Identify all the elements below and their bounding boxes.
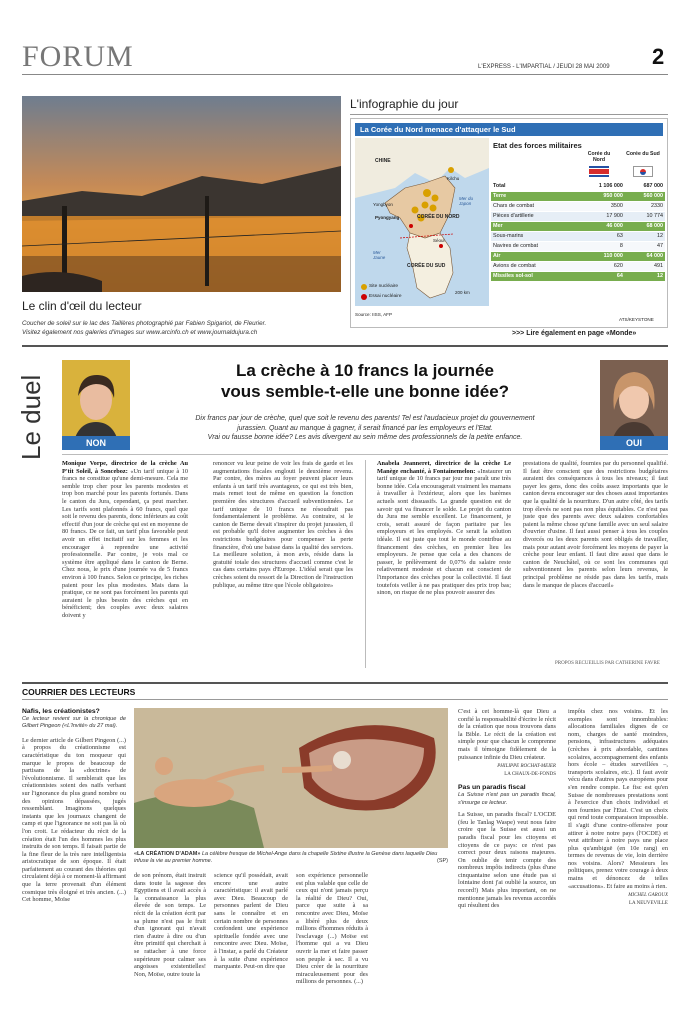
letter-col-3 bbox=[214, 872, 288, 988]
forces-title: Etat des forces militaires bbox=[493, 141, 582, 150]
forces-label: Total bbox=[491, 181, 577, 191]
col-north-korea: Corée du Nord bbox=[587, 151, 611, 163]
forces-label: Terre bbox=[491, 191, 577, 201]
forces-row bbox=[491, 261, 665, 271]
letter1-title: Nafis, les créationistes? bbox=[22, 708, 100, 715]
forces-north: 1 106 000 bbox=[577, 181, 625, 191]
duel-title-line2: vous semble-t-elle une bonne idée? bbox=[220, 382, 510, 401]
forces-south: 12 bbox=[625, 271, 665, 281]
col-south-korea: Corée du Sud bbox=[626, 151, 660, 157]
duel-credit: PROPOS RECUEILLIS PAR CATHERINE FAVRE bbox=[555, 661, 660, 666]
forces-row bbox=[491, 201, 665, 211]
forces-row bbox=[491, 251, 665, 261]
duel-title-line1: La crèche à 10 francs la journée bbox=[236, 361, 494, 380]
letter1-text-5: C'est à cet homme-là que Dieu a confié la responsabilité d'écrire le récit de la création que nous trouvons dans la Bible. Le récit de la création est simple pour que chacun le comprenne mais il témoigne fidèlement de la puissance infinie du Dieu créateur. bbox=[458, 708, 556, 761]
forces-table bbox=[491, 181, 665, 282]
infographic bbox=[350, 118, 668, 328]
map-label-seoul: Séoul bbox=[433, 238, 445, 243]
letter2-title: Pas un paradis fiscal bbox=[458, 784, 526, 792]
forces-label: Missiles sol-sol bbox=[491, 271, 577, 281]
header-rule bbox=[22, 74, 668, 75]
nuclear-site-icon bbox=[361, 284, 367, 290]
forces-south: 560 000 bbox=[625, 191, 665, 201]
photo-caption-text: La célèbre fresque de Michel-Ange dans la chapelle Sixtine illustre la Genèse dans laquelle Dieu infuse la vie au premier homme. bbox=[134, 851, 438, 864]
forces-row bbox=[491, 221, 665, 231]
duel-c2-text: renoncer vu leur peine de voir les frais de garde et les augmentations fiscales englouti le deuxième revenu. Par contre, des mères au foyer peuvent placer leurs enfants à un tarif très avantageux, ce qui est très bien, mais remet tout de même en question la fonction première des structures d'accueil subventionnées. Le tarif unique de 10 francs ne résoudrait pas fondamentalement le problème. Au contraire, si le canton de Berne devait s'inspirer du projet jurassien, il est probable qu'il doive augmenter les crèches à des restrictions budgétaires pour compenser la perte financière, d'où une baisse dans la qualité des services. La meilleure solution, à mon avis, réside dans la gratuité totale des structures d'accueil comme c'est le cas dans certains pays d'Europe. L'idéal serait que les crèches soient du ressort de la Direction de l'instruction publique, au même titre que l'école obligatoire» bbox=[213, 460, 353, 589]
flag-north-korea bbox=[589, 166, 609, 177]
forces-row bbox=[491, 271, 665, 281]
letter1-text: Le dernier article de Gilbert Pingeon (...) à propos du créationnisme est caractéristique du ton moqueur qui marque le propos de beaucoup de partisans de la «doctrine» de l'évolutionnisme. Il semblerait que les créationnistes soient des naïfs verbant sur l'ignorance du plus grand nombre ou des opinions dépassées, jugés ressemblant. Imaginons quelques instants que les journaux changent de camp et que l'ignorance ne soit pas là où l'on croit. Le rédacteur du récit de la création était l'un des hommes les plus instruits de son temps. Il faisait partie de la fine fleur de la très rare intelligentsia aristocratique de son époque. Il était parfaitement au courant des théories qui circulaient déjà à ce moment-là affirmant que la terre provenait d'un élément cosmique très éloigné et très ancien. (...) Cet homme, Moïse bbox=[22, 736, 126, 904]
letter2-sub: La Suisse n'est pas un paradis fiscal, s'insurge ce lecteur. bbox=[458, 791, 556, 806]
duel-c3-text: «Instaurer un tarif unique de 10 francs par jour me paraît une très bonne idée. Cela encouragerait vraiment les mamans à travailler à l'extérieur, alors que les barèmes actuels sont dissuasifs. La grande question est de savoir qui va financer le solde. Le projet du canton du Jura me semble excellent. Le financement, je crois, serait assuré de façon paritaire par les employeurs et les employés. Ce serait la solution idéale. Il est juste que tout le monde contribue au financement des crèches, en premier lieu les employeurs. Je pense que cela a des chances de passer, le prélèvement de 0,07% du salaire reste relativement modeste et chacun est conscient de l'importance des crèches pour la collectivité. Il faut toutefois veiller à ne pas pratiquer des prix trop bas; sinon, on risque de ne plus pouvoir assurer des bbox=[377, 467, 511, 597]
forces-row bbox=[491, 241, 665, 251]
forces-north: 110 000 bbox=[577, 251, 625, 261]
forces-south: 68 000 bbox=[625, 221, 665, 231]
section-title: FORUM bbox=[22, 40, 134, 73]
infographic-credit: ATS/KEYSTONE bbox=[619, 317, 654, 322]
forces-label: Pièces d'artillerie bbox=[491, 211, 577, 221]
forces-north: 620 bbox=[577, 261, 625, 271]
map-label-mer-japon: Mer du Japon bbox=[459, 196, 474, 206]
letter1-sign: PHILIPPE ROCHAT-MEIER bbox=[497, 764, 556, 770]
courrier-rule bbox=[22, 699, 668, 700]
dateline: L'EXPRESS - L'IMPARTIAL / JEUDI 28 MAI 2009 bbox=[478, 64, 610, 70]
badge-non: NON bbox=[62, 436, 130, 450]
forces-north: 3500 bbox=[577, 201, 625, 211]
forces-south: 64 000 bbox=[625, 251, 665, 261]
map-label-north-korea: CORÉE DU NORD bbox=[417, 214, 460, 220]
duel-lead bbox=[140, 414, 590, 443]
forces-north: 46 000 bbox=[577, 221, 625, 231]
map-label-mer-jaune: Mer Jaune bbox=[373, 250, 386, 260]
duel-lead-3: Vrai ou fausse bonne idée? Les avis divergent au sein même des professionnels de la petite enfance. bbox=[207, 434, 523, 441]
infographie-rule bbox=[350, 114, 668, 115]
duel-title bbox=[140, 360, 590, 402]
photo-caption-bold: «LA CRÉATION D'ADAM» bbox=[134, 851, 201, 857]
letter2-sign: MICHEL GAROUX bbox=[628, 893, 668, 899]
creation-adam-photo bbox=[134, 708, 448, 848]
legend-nuclear-test: Essai nucléaire bbox=[369, 294, 402, 299]
letter1-text-4: son expérience personnelle est plus valable que celle de ceux qui n'ont jamais perçu la réalité de Dieu? Oui, parce que suite à sa rencontre avec Dieu, Moïse a libéré plus de deux millions d'hommes réduits à l'esclavage (...) Moïse est l'homme qui a vu Dieu ouvrir la mer et faire passer son peuple à sec. Il a vu Dieu créer de la nourriture miraculeusement pour des millions de personnes. (...) bbox=[296, 872, 368, 986]
map-label-kilchu: Kilchu bbox=[447, 176, 460, 181]
forces-north: 64 bbox=[577, 271, 625, 281]
duel-col-3 bbox=[377, 460, 511, 668]
duel-label: Le duel bbox=[16, 374, 46, 460]
letter1-sub: Ce lecteur revient sur la chronique de Gilbert Pingeon («L'Invité» du 27 mai). bbox=[22, 715, 126, 730]
map-scale: 200 km bbox=[455, 290, 470, 295]
forces-north: 8 bbox=[577, 241, 625, 251]
letter2-text-2: impôts chez nos voisins. Et les exemples sont innombrables: allocations familiales dignes de ce nom, charges de santé moindres, pensions, infrastructures adéquates (crèches à prix abordable, cantines scolaires, accompagnement des enfants hors école – études surveillées –, transports scolaires, etc.). Il faut avoir vécu dans d'autres pays européens pour s'en rendre compte. Le fisc est qu'en Suisse de nombreuses prestations sont à l'exercice d'un choix individuel et non fournies par l'Etat. C'est un choix qui rend toute comparaison impossible. Il s'agit d'une contre-offensive pour attirer à notre notre pays (l'OCDE) et veut attribuer à notre pays une place plus qu'ambiguë (en 10e rang) en termes de revenus de vie, loin derrière nos voisins. Alors? Messieurs les politiques, prenez votre courage à deux mains et dénoncez de telles «accusations». Et faire au moins à rien. bbox=[568, 708, 668, 890]
letter-col-5 bbox=[458, 708, 556, 988]
clin-caption-2: Visitez également nos galeries d'images sur www.arcinfo.ch et www.journaldujura.ch bbox=[22, 329, 258, 336]
letter1-place: LA CHAUX-DE-FONDS bbox=[504, 771, 556, 777]
map-label-south-korea: CORÉE DU SUD bbox=[407, 263, 446, 269]
badge-oui: OUI bbox=[600, 436, 668, 450]
letter1-text-2: de son prénom, était instruit dans toute la sagesse des Egyptiens et il avait accès à la connaissance la plus élevée de son temps. Le récit de la création écrit par sa plume n'est pas le fruit d'un ignorant qui n'avait rien d'autre à dire ou d'un être primitif qui cherchait à se rattacher à une force supérieure pour calmer ses angoisses existentielles! Non, Moïse, outre toute la bbox=[134, 872, 206, 978]
forces-label: Air bbox=[491, 251, 577, 261]
letter-col-4 bbox=[296, 872, 368, 988]
forces-north: 63 bbox=[577, 231, 625, 241]
forces-row bbox=[491, 211, 665, 221]
forces-south: 491 bbox=[625, 261, 665, 271]
see-also-link[interactable]: >>> Lire également en page «Monde» bbox=[512, 330, 637, 337]
forces-row bbox=[491, 191, 665, 201]
duel-divider bbox=[62, 454, 668, 455]
letter-col-2 bbox=[134, 872, 206, 988]
forces-south: 12 bbox=[625, 231, 665, 241]
korea-map bbox=[355, 138, 489, 306]
forces-row bbox=[491, 181, 665, 191]
duel-col-2 bbox=[213, 460, 353, 668]
portrait-oui bbox=[600, 360, 668, 450]
flag-south-korea bbox=[633, 166, 653, 177]
forces-label: Mer bbox=[491, 221, 577, 231]
forces-label: Navires de combat bbox=[491, 241, 577, 251]
photo-credit: (SP) bbox=[437, 858, 448, 864]
infographic-source: Source: IISS, AFP bbox=[355, 312, 393, 317]
map-label-china: CHINE bbox=[375, 158, 391, 164]
duel-c3-head: Anabela Jeanneret, directrice de la crèche Le Manège enchanté, à Fontainemelon: bbox=[377, 460, 511, 475]
forces-south: 10 774 bbox=[625, 211, 665, 221]
courrier-top-rule bbox=[22, 682, 668, 684]
forces-south: 687 000 bbox=[625, 181, 665, 191]
forces-label: Chars de combat bbox=[491, 201, 577, 211]
forces-south: 2330 bbox=[625, 201, 665, 211]
letter2-text: La Suisse, un paradis fiscal? L'OCDE (feu le Tanlag Waspe) veut nous faire croire que la Suisse est aussi un paradis fiscal pour les citoyens et citoyens de ce pays: ce n'est pas correct pour deux raisons majeures. On oublie de tenir compte des nombreux impôts indirects (plus d'une cinquantaine selon une étude pas si lointaine dont j'ai oublié la source, un record!) Mais plus important, on ne mentionne jamais les revenus accordés qui résultent des bbox=[458, 811, 556, 910]
clin-caption: Coucher de soleil sur le lac des Taillères photographié par Fabien Spigariol, de Fleurier. bbox=[22, 320, 267, 327]
letter2-place: LA NEUVEVILLE bbox=[628, 900, 668, 906]
map-label-pyongyang: Pyongyang bbox=[375, 215, 400, 220]
duel-col-4 bbox=[523, 460, 668, 660]
legend-nuclear-site: Site nucléaire bbox=[369, 284, 399, 289]
duel-top-rule bbox=[22, 345, 668, 347]
map-label-yongbyon: Yongbyon bbox=[373, 202, 393, 207]
page-number: 2 bbox=[652, 44, 665, 69]
courrier-heading: COURRIER DES LECTEURS bbox=[22, 687, 136, 697]
infographie-heading: L'infographie du jour bbox=[350, 97, 459, 111]
photo-caption bbox=[134, 851, 448, 865]
duel-lead-2: jurassien. Quant au manque à gagner, il serait financé par les employeurs et l'Etat. bbox=[237, 424, 493, 432]
duel-c4-text: prestations de qualité, fournies par du personnel qualifié. Il faut être conscient que des restrictions budgétaires auraient des conséquences à tous les niveaux; il faut payer les gens, donc des coûts assez importants que le canton devra encourager sur des choses aussi importantes que la qualité de la nourriture. D'un autre côté, des tarifs trop élevés ne sont pas non plus équitables. Ce n'est pas juste que des parents avec deux salaires confortables paient la même chose qu'une famille avec un seul salaire d'ouvrier d'usine. Il faut aussi penser à tous les couples divorcés ou les deux parents sont obligés de travailler, mais pour autant avoir forcément les moyens de payer la crèche pour leur enfant. Il faut dire aussi que dans le canton de Neuchâtel, où ce sont les communes qui subventionnent les parents selon leurs revenus, le principal problème ne réside pas dans les tarifs, mais dans le manque de places d'accueil» bbox=[523, 460, 668, 589]
forces-label: Avions de combat bbox=[491, 261, 577, 271]
nuclear-test-icon bbox=[361, 294, 367, 300]
forces-north: 17 900 bbox=[577, 211, 625, 221]
letter-col-6 bbox=[568, 708, 668, 988]
duel-col-1 bbox=[62, 460, 188, 668]
infographic-banner: La Corée du Nord menace d'attaquer le Sud bbox=[355, 123, 663, 136]
sunset-photo bbox=[22, 96, 341, 292]
letter-col-1 bbox=[22, 708, 126, 988]
duel-lead-1: Dix francs par jour de crèche, quel que soit le revenu des parents! Tel est l'audacieux projet du gouvernement bbox=[195, 415, 535, 422]
forces-row bbox=[491, 231, 665, 241]
letter1-text-3: science qu'il possédait, avait encore une autre caractéristique: il avait parlé avec Dieu. Beaucoup de personnes parlent de Dieu sans le connaître et en certain nombre de personnes confondent une expérience spirituelle fondée avec une rencontre avec Dieu. Moïse, à l'instar, a parlé du Créateur à la suite d'une expérience marquante. Peut-on dire que bbox=[214, 872, 288, 971]
duel-c1-head: Monique Vorpe, directrice de la crèche Au P'tit Soleil, à Sonceboz: bbox=[62, 460, 188, 475]
forces-south: 47 bbox=[625, 241, 665, 251]
forces-label: Sous-marins bbox=[491, 231, 577, 241]
forces-north: 950 000 bbox=[577, 191, 625, 201]
duel-c1-text: «Un tarif unique à 10 francs ne constitue qu'une demi-mesure. Cela me semble trop cher pour les parents modestes et trop bon marché pour les parents fortunés. Dans le canton du Jura, cependant, ça peut marcher. Les tarifs sont plafonnés à 60 francs, quel que soit le revenu des parents, donc inférieurs au coût effectif d'un jour de crèche qui est en moyenne de 80 francs. De ce fait, un tarif plus favorable peut avoir un effet incitatif sur les femmes et les encourager à reprendre une activité professionnelle. Par contre, je vois mal ce système être appliqué dans le canton de Berne. Chez nous, le prix d'une journée va de 5 francs environ à 100 francs. Selon ce principe, les riches paient pour les plus modestes. Mais dans la pratique, ce ne sont pas forcément les parents qui auraient le plus besoin des crèches qui en bénéficient; des couples avec deux salaires doivent y bbox=[62, 467, 188, 619]
portrait-non bbox=[62, 360, 130, 450]
duel-center-rule bbox=[365, 460, 366, 668]
clin-title: Le clin d'œil du lecteur bbox=[22, 299, 142, 313]
